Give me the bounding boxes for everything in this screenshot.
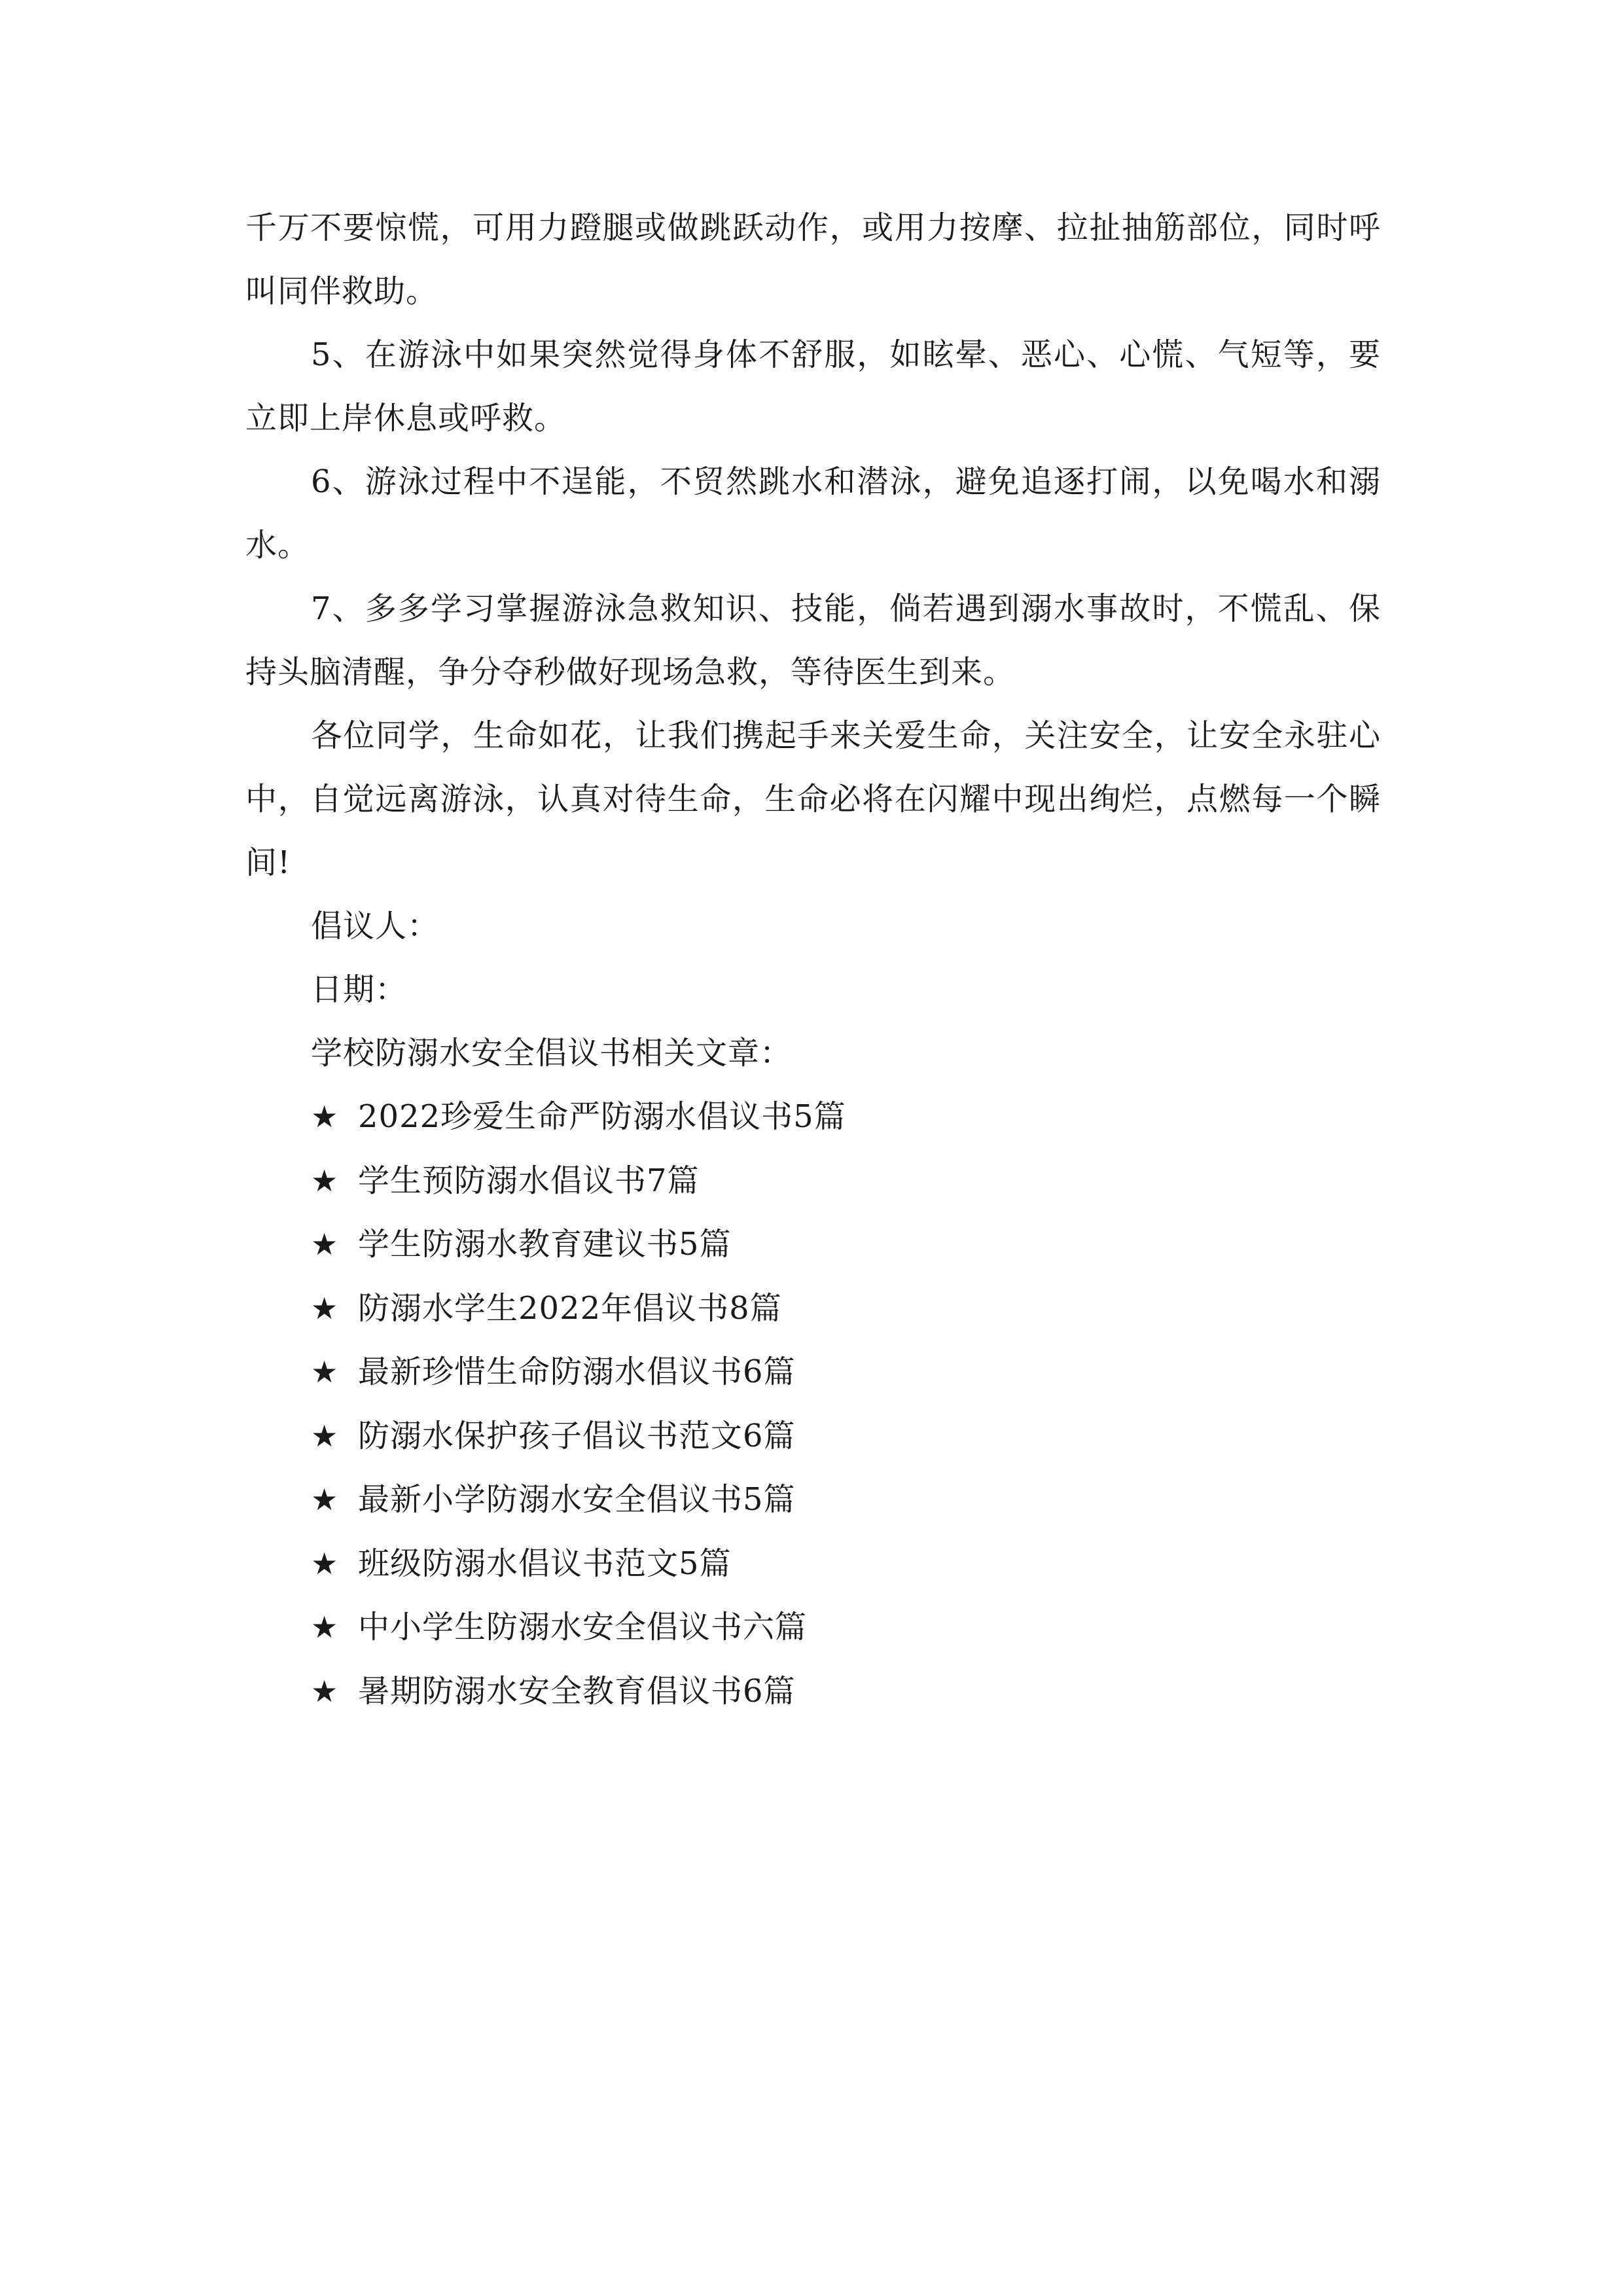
star-icon: ★ [311, 1418, 339, 1454]
paragraph-item-6: 6、游泳过程中不逞能，不贸然跳水和潜泳，避免追逐打闹，以免喝水和溺水。 [245, 463, 1381, 564]
related-articles-list [245, 1085, 1381, 1723]
star-icon: ★ [311, 1162, 339, 1198]
star-icon: ★ [311, 1673, 339, 1709]
related-article-title[interactable]: 学生预防溺水倡议书7篇 [358, 1162, 700, 1199]
related-heading: 学校防溺水安全倡议书相关文章： [311, 1035, 793, 1071]
star-icon: ★ [311, 1482, 339, 1517]
related-article-title[interactable]: 最新珍惜生命防溺水倡议书6篇 [358, 1354, 796, 1390]
star-icon: ★ [311, 1609, 339, 1645]
related-article-title[interactable]: 2022珍爱生命严防溺水倡议书5篇 [358, 1098, 846, 1135]
related-article-link[interactable] [311, 1213, 1381, 1277]
related-article-link[interactable] [311, 1660, 1381, 1724]
paragraph-item-7: 7、多多学习掌握游泳急救知识、技能，倘若遇到溺水事故时，不慌乱、保持头脑清醒，争分夺秒做好现场急救，等待医生到来。 [245, 590, 1381, 691]
related-article-title[interactable]: 暑期防溺水安全教育倡议书6篇 [358, 1672, 796, 1710]
paragraph-1: 千万不要惊慌，可用力蹬腿或做跳跃动作，或用力按摩、拉扯抽筋部位，同时呼叫同伴救助。 [245, 209, 1381, 310]
related-article-link[interactable] [311, 1596, 1381, 1660]
related-article-title[interactable]: 最新小学防溺水安全倡议书5篇 [358, 1481, 796, 1518]
star-icon: ★ [311, 1545, 339, 1581]
related-article-title[interactable]: 班级防溺水倡议书范文5篇 [358, 1545, 732, 1582]
date-label: 日期： [311, 971, 408, 1008]
related-article-link[interactable] [311, 1149, 1381, 1213]
related-article-title[interactable]: 学生防溺水教育建议书5篇 [358, 1226, 732, 1263]
star-icon: ★ [311, 1099, 339, 1134]
proposer-label: 倡议人： [311, 908, 440, 944]
star-icon: ★ [311, 1354, 339, 1390]
paragraph-item-5: 5、在游泳中如果突然觉得身体不舒服，如眩晕、恶心、心慌、气短等，要立即上岸休息或呼救。 [245, 336, 1381, 437]
document-body [245, 196, 1381, 1723]
related-article-link[interactable] [311, 1532, 1381, 1596]
star-icon: ★ [311, 1227, 339, 1262]
star-icon: ★ [311, 1290, 339, 1326]
related-article-title[interactable]: 防溺水学生2022年倡议书8篇 [358, 1289, 782, 1327]
related-article-link[interactable] [311, 1277, 1381, 1341]
related-article-link[interactable] [311, 1405, 1381, 1469]
related-article-link[interactable] [311, 1085, 1381, 1149]
related-article-title[interactable]: 防溺水保护孩子倡议书范文6篇 [358, 1417, 796, 1454]
related-article-title[interactable]: 中小学生防溺水安全倡议书六篇 [358, 1609, 808, 1645]
closing-paragraph: 各位同学，生命如花，让我们携起手来关爱生命，关注安全，让安全永驻心中，自觉远离游泳，认真对待生命，生命必将在闪耀中现出绚烂，点燃每一个瞬间! [245, 717, 1381, 881]
related-article-link[interactable] [311, 1340, 1381, 1405]
related-article-link[interactable] [311, 1468, 1381, 1532]
